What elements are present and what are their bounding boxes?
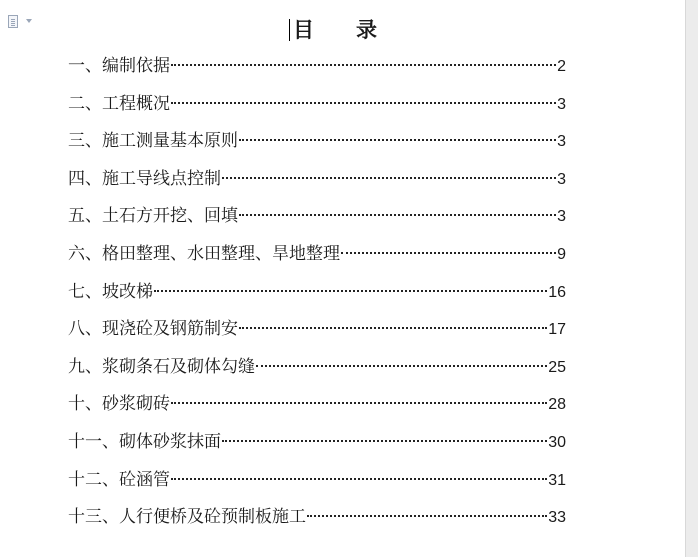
toc-entry-page: 31 [548,471,566,489]
toc-entry-page: 30 [548,433,566,451]
toc-entry-page: 3 [557,208,566,226]
toc-dot-leader [307,515,547,517]
toc-entry-page: 28 [548,396,566,414]
toc-entry[interactable] [68,315,566,353]
toc-entry-label: 五、土石方开挖、回填 [68,206,238,227]
toc-entry[interactable] [68,353,566,391]
toc-entry[interactable] [68,202,566,240]
toc-entry-label: 八、现浇砼及钢筋制安 [68,319,238,340]
toc-entry-label: 一、编制依据 [68,56,170,76]
toc-title [0,14,682,44]
toc-entry[interactable] [68,90,566,128]
toc-entry[interactable] [68,428,566,466]
toc-entry-page: 16 [548,283,566,301]
toc-dot-leader [171,64,556,66]
table-of-contents [68,52,566,541]
toc-dot-leader [256,365,547,367]
toc-entry[interactable] [68,52,566,90]
toc-dot-leader [222,177,556,179]
toc-entry-label: 十三、人行便桥及砼预制板施工 [68,507,306,528]
toc-dot-leader [239,139,556,141]
toc-entry-label: 六、格田整理、水田整理、旱地整理 [68,243,340,264]
toc-entry-page: 9 [557,245,566,263]
toc-dot-leader [171,478,547,480]
toc-entry-label: 十二、砼涵管 [68,469,170,490]
toc-entry-label: 九、浆砌条石及砌体勾缝 [68,356,255,377]
toc-dot-leader [239,214,556,216]
toc-entry-label: 十一、砌体砂浆抹面 [68,431,221,452]
toc-entry[interactable] [68,390,566,428]
toc-entry-page: 25 [548,358,566,376]
toc-entry-page: 3 [557,170,566,188]
toc-entry[interactable] [68,466,566,504]
toc-entry[interactable] [68,240,566,278]
toc-entry-label: 二、工程概况 [68,93,170,114]
toc-entry-page: 3 [557,133,566,151]
toc-entry[interactable] [68,503,566,541]
toc-dot-leader [154,290,547,292]
toc-entry[interactable] [68,127,566,165]
toc-entry[interactable] [68,165,566,203]
toc-entry[interactable] [68,278,566,316]
toc-entry-page: 17 [548,321,566,339]
toc-entry-label: 七、坡改梯 [68,281,153,302]
toc-dot-leader [171,102,556,104]
toc-dot-leader [171,402,547,404]
toc-entry-label: 三、施工测量基本原则 [68,131,238,152]
editor-right-gutter [685,0,698,557]
toc-dot-leader [222,440,547,442]
toc-title-text: 目 录 [293,17,377,42]
toc-dot-leader [239,327,547,329]
toc-entry-page: 2 [557,58,566,75]
toc-entry-label: 四、施工导线点控制 [68,168,221,189]
toc-dot-leader [341,252,556,254]
toc-entry-page: 3 [557,95,566,113]
text-cursor [289,19,290,41]
toc-entry-label: 十、砂浆砌砖 [68,394,170,415]
toc-entry-page: 33 [548,509,566,527]
